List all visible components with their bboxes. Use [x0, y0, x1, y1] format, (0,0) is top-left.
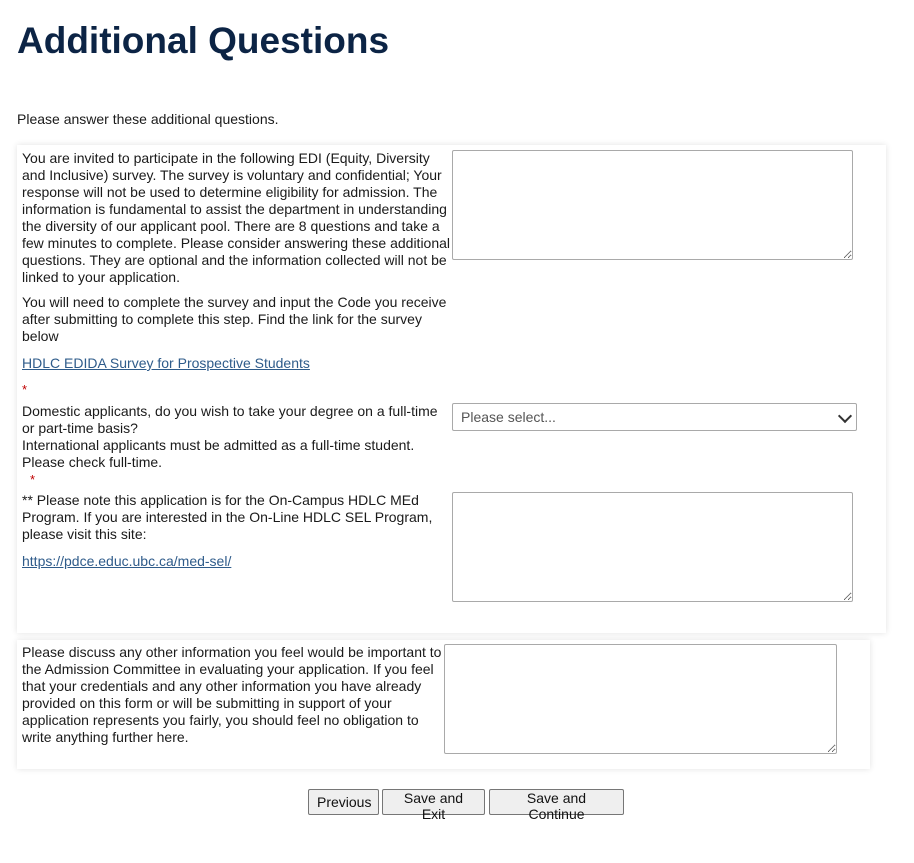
page-intro: Please answer these additional questions.: [17, 111, 279, 127]
edi-survey-link[interactable]: HDLC EDIDA Survey for Prospective Students: [22, 355, 310, 371]
program-required-mark: *: [30, 472, 36, 487]
save-and-continue-button[interactable]: Save and Continue: [489, 789, 624, 815]
enrollment-basis-select[interactable]: [452, 403, 857, 431]
program-note-textarea[interactable]: [452, 492, 853, 602]
program-note-text: ** Please note this application is for the On-Campus HDLC MEd Program. If you are interested in the On-Line HDLC SEL Program, please visit this site:: [22, 492, 433, 542]
edi-description: You are invited to participate in the following EDI (Equity, Diversity and Inclusive) survey. The survey is voluntary and confidential; Your response will not be used to determine eligibility for admission. The information is fundamental to assist the department in understanding the diversity of our applicant pool. There are 8 questions and take a few minutes to complete. Please consider answering these additional questions. They are optional and the information collected will not be linked to your application.: [22, 150, 451, 285]
program-note-link[interactable]: https://pdce.educ.ubc.ca/med-sel/: [22, 553, 232, 569]
page-title: Additional Questions: [17, 20, 390, 61]
enrollment-required-mark: *: [22, 382, 28, 397]
enrollment-question-international: International applicants must be admitted as a full-time student. Please check full-time.: [22, 437, 415, 470]
enrollment-question: [22, 403, 447, 471]
edi-code-textarea[interactable]: [452, 150, 853, 260]
enrollment-question-domestic: Domestic applicants, do you wish to take your degree on a full-time or part-time basis?: [22, 403, 438, 436]
other-info-text: Please discuss any other information you feel would be important to the Admission Committee in evaluating your application. If you feel that your credentials and any other information you have already provided on this form or will be submitting in support of your application represents you fairly, you should feel no obligation to write anything further here.: [22, 644, 442, 745]
other-info-textarea[interactable]: [444, 644, 837, 754]
previous-button[interactable]: Previous: [308, 789, 379, 815]
edi-instruction: You will need to complete the survey and input the Code you receive after submitting to complete this step. Find the link for the survey below: [22, 294, 447, 344]
save-and-exit-button[interactable]: Save and Exit: [382, 789, 485, 815]
